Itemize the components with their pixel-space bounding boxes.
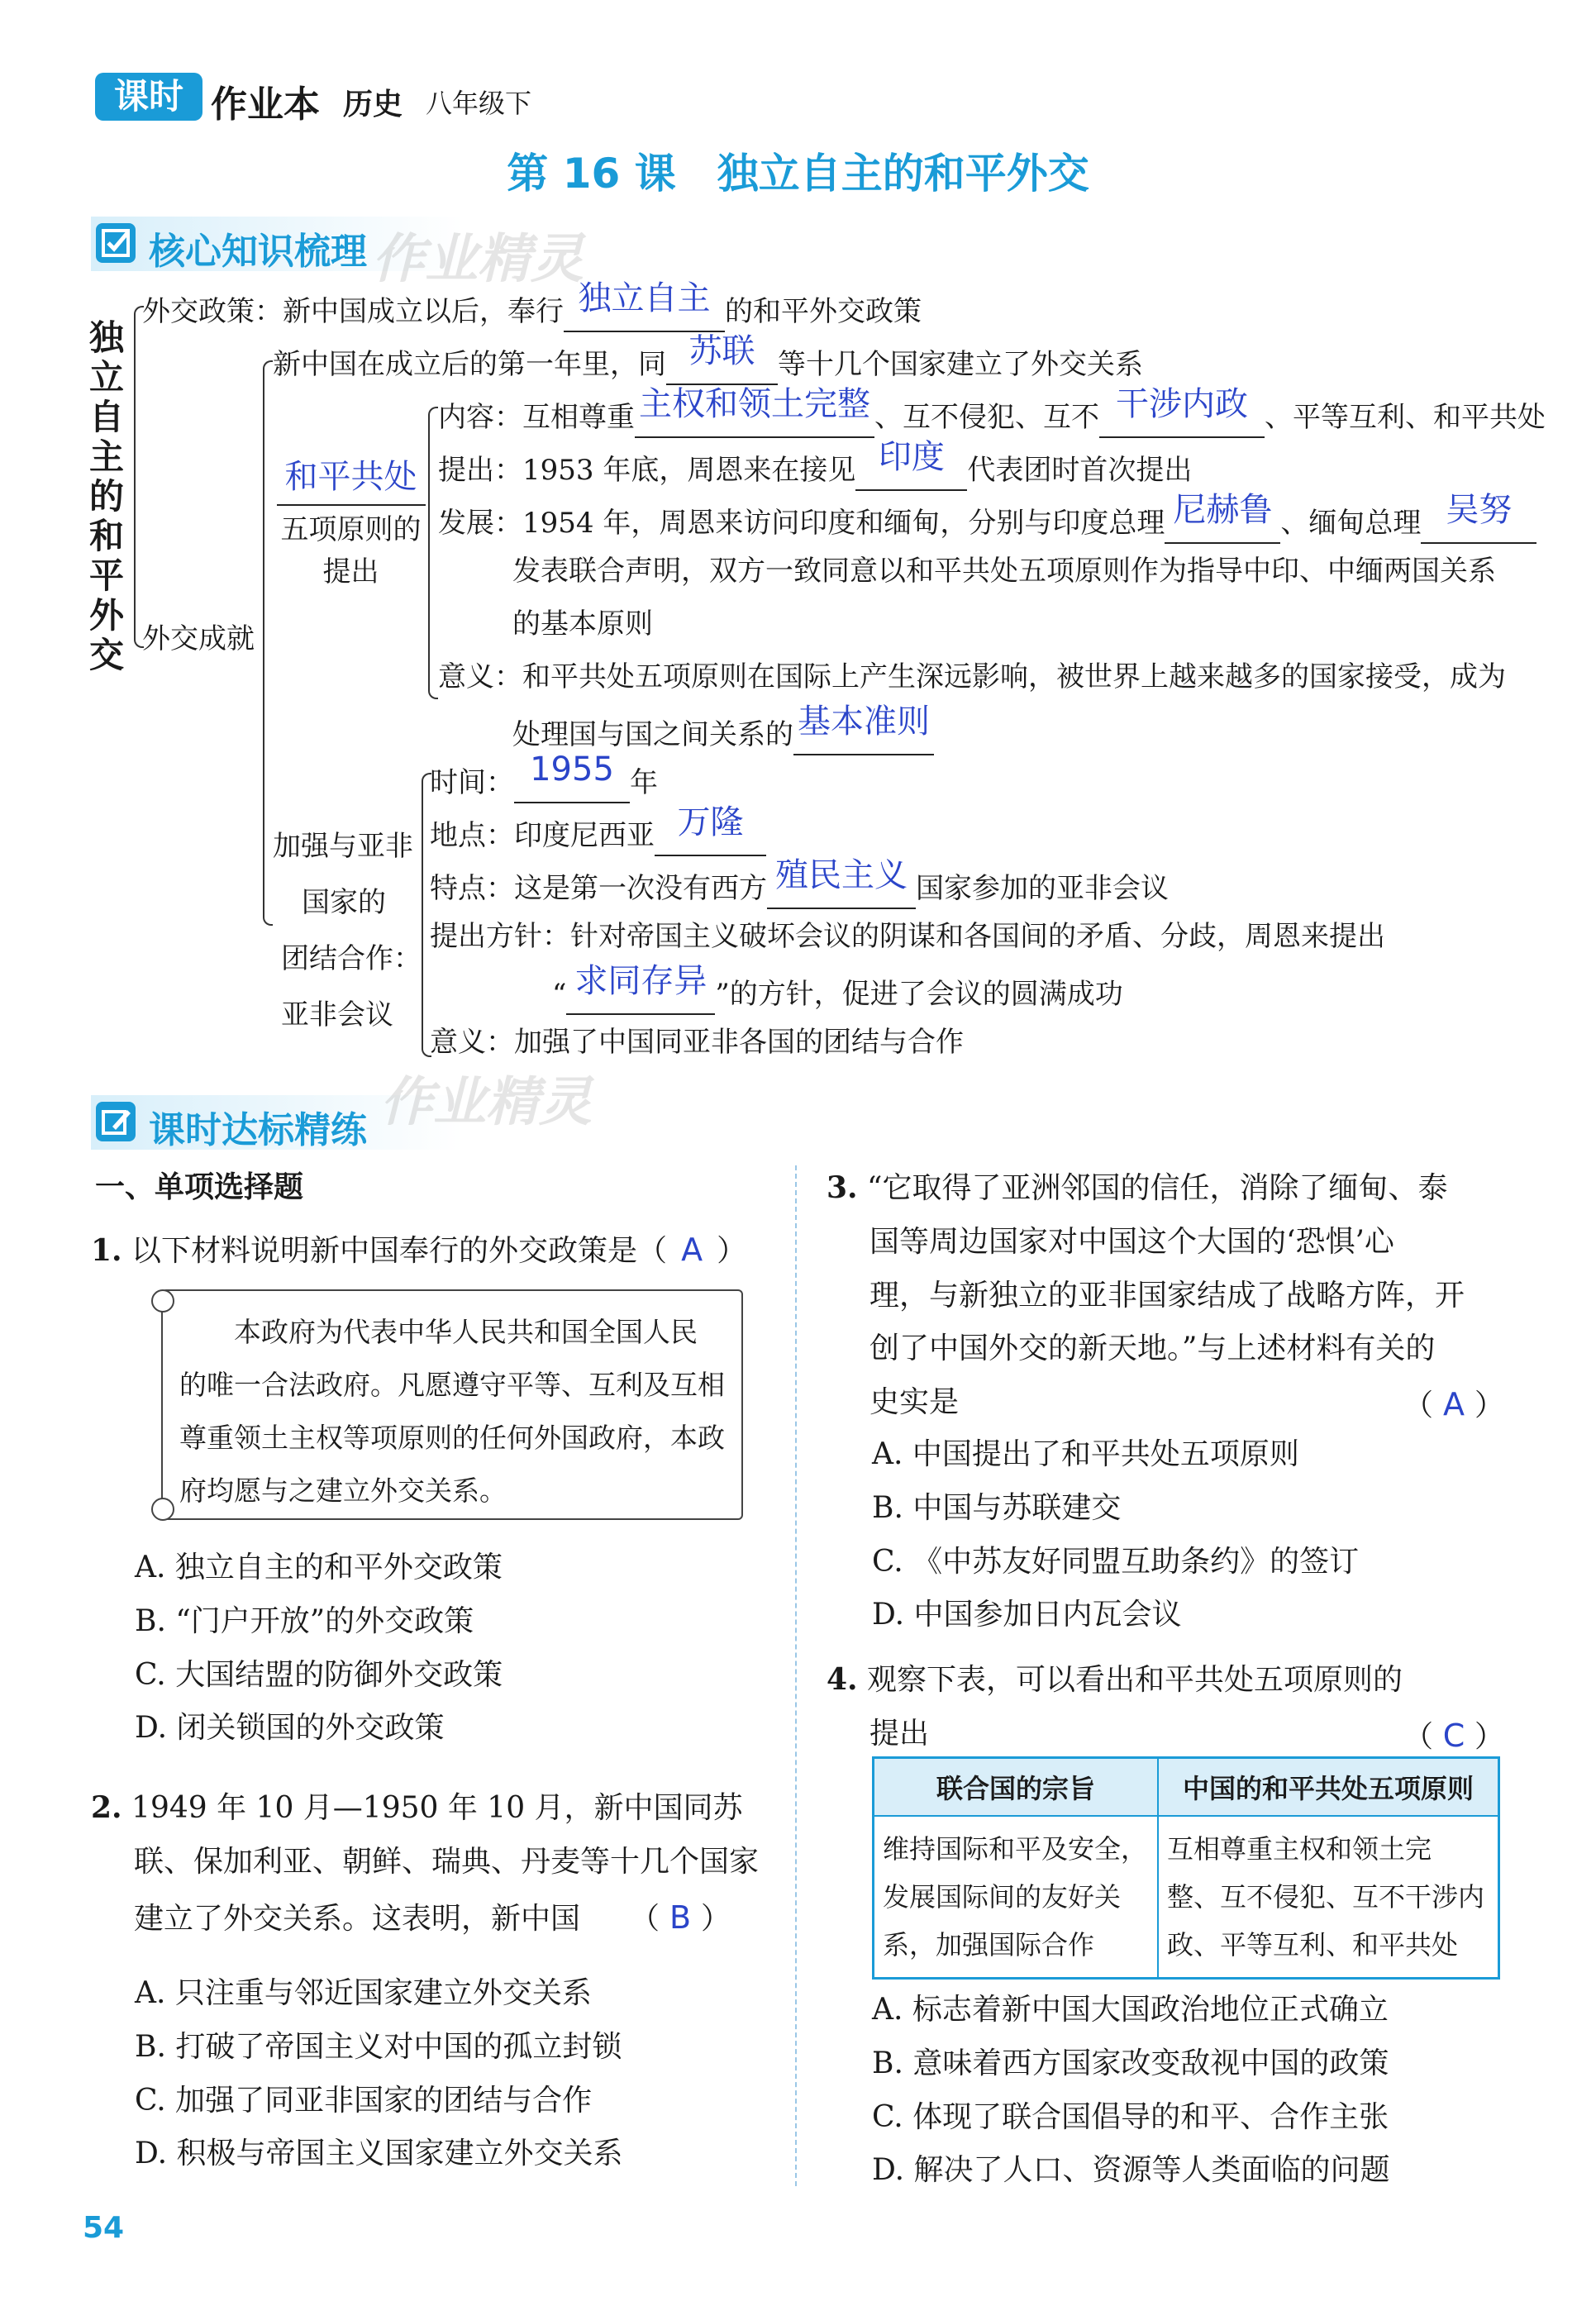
q4-options [872,1984,1389,2198]
development-line: 发展：1954 年，周恩来访问印度和缅甸，分别与印度总理 尼赫鲁 、缅甸总理 吴努 [438,501,1536,544]
development-line-2: 发表联合声明，双方一致同意以和平共处五项原则作为指导中印、中缅两国关系 [512,555,1496,588]
significance-line: 意义：和平共处五项原则在国际上产生深远影响，被世界上越来越多的国家接受，成为 [438,660,1506,693]
option[interactable]: D. 中国参加日内瓦会议 [872,1598,1182,1632]
development-line-3: 的基本原则 [512,607,653,641]
table-header: 中国的和平共处五项原则 [1158,1758,1499,1817]
answer-time: 1955 [530,750,614,789]
option[interactable]: B. 意味着西方国家改变敌视中国的政策 [872,2046,1389,2080]
question-2: 2. 1949 年 10 月—1950 年 10 月，新中国同苏 联、保加利亚、朝鲜、瑞典、丹麦等十几个国家 建立了外交关系。这表明，新中国 （ B ） [91,1781,777,1946]
option[interactable]: D. 解决了人口、资源等人类面临的问题 [872,2153,1390,2188]
brand-name: 作业本 [211,83,320,126]
policy-line: 外交政策：新中国成立以后，奉行 独立自主 的和平外交政策 [142,289,922,332]
option[interactable]: D. 积极与帝国主义国家建立外交关系 [135,2137,623,2171]
mindmap [0,0,1596,1091]
feature-line: 特点：这是第一次没有西方 殖民主义 国家参加的亚非会议 [430,866,1169,909]
option[interactable]: B. 打破了帝国主义对中国的孤立封锁 [135,2029,622,2064]
option[interactable]: A. 标志着新中国大国政治地位正式确立 [872,1993,1389,2027]
answer-guideline: 求同存异 [574,962,707,1000]
mindmap-root: 独立自主的和平外交 [89,317,125,675]
guideline-line: 提出方针：针对帝国主义破坏会议的阴谋和各国间的矛盾、分歧，周恩来提出 [430,920,1385,953]
q2-answer: B [669,1899,692,1936]
grade: 八年级下 [426,88,532,119]
option[interactable]: A. 只注重与邻近国家建立外交关系 [135,1976,592,2010]
q1-options [135,1541,503,1756]
question-1: 1. 以下材料说明新中国奉行的外交政策是（ A ） [91,1222,777,1279]
table-cell: 维持国际和平及安全， 发展国际间的友好关 系，加强国际合作 [874,1816,1159,1979]
brace-achievements [263,360,273,926]
q1-scroll: 本政府为代表中华人民共和国全国人民 的唯一合法政府。凡愿遵守平等、互利及互相 尊重领土主权等项原则的任何外国政府，本政 府均愿与之建立外交关系。 [161,1289,743,1520]
q4-answer: C [1442,1717,1465,1754]
pencil-icon [96,1102,136,1141]
answer-policy: 独立自主 [578,279,711,317]
answer-place: 万隆 [677,803,744,841]
answer-significance: 基本准则 [798,703,930,741]
page-number: 54 [83,2211,125,2245]
q3-answer: A [1442,1386,1465,1423]
option[interactable]: A. 独立自主的和平外交政策 [135,1551,503,1584]
section2-title: 课时达标精练 [149,1109,367,1151]
answer-propose: 印度 [878,438,945,476]
propose-line: 提出：1953 年底，周恩来在接见 印度 代表团时首次提出 [438,448,1192,491]
answer-feature: 殖民主义 [775,856,908,894]
option[interactable]: D. 闭关锁国的外交政策 [135,1711,445,1746]
answer-content-2: 干涉内政 [1116,385,1248,423]
content-line: 内容：互相尊重 主权和领土完整 、互不侵犯、互不 干涉内政 、平等互利、和平共处 [438,395,1546,438]
brace-root [134,306,144,648]
option[interactable]: C. 大国结盟的防御外交政策 [135,1657,503,1692]
option[interactable]: B. 中国与苏联建交 [872,1490,1122,1525]
watermark: 作业精灵 [372,229,584,290]
table-header: 联合国的宗旨 [874,1758,1159,1817]
answer-first-year: 苏联 [688,332,755,370]
page-title: 第 16 课 独立自主的和平外交 [507,150,1089,198]
watermark-2: 作业精灵 [380,1072,592,1133]
answer-five-principles: 和平共处 [284,458,417,496]
time-line: 时间： 1955 年 [430,760,658,803]
q4-table [872,1756,1500,1980]
achievements-label: 外交成就 [142,622,255,655]
option[interactable]: B. “门户开放”的外交政策 [135,1603,474,1638]
q2-options [135,1967,622,2181]
subject: 历史 [343,88,403,121]
meaning-line: 意义：加强了中国同亚非各国的团结与合作 [430,1026,964,1059]
significance-line-2: 处理国与国之间关系的 基本准则 [512,712,934,755]
option[interactable]: C. 《中苏友好同盟互助条约》的签订 [872,1544,1360,1579]
option[interactable]: C. 加强了同亚非国家的团结与合作 [135,2083,593,2118]
guideline-line-2: “ 求同存异 ”的方针，促进了会议的圆满成功 [552,972,1123,1015]
place-line: 地点：印度尼西亚 万隆 [430,813,766,856]
answer-dev-2: 吴努 [1446,491,1513,529]
option[interactable]: C. 体现了联合国倡导的和平、合作主张 [872,2099,1389,2134]
option[interactable]: A. 中国提出了和平共处五项原则 [872,1437,1299,1471]
answer-dev-1: 尼赫鲁 [1173,491,1273,529]
q3-options [872,1428,1359,1642]
table-cell: 互相尊重主权和领土完 整、互不侵犯、互不干涉内 政、平等互利、和平共处 [1158,1816,1499,1979]
part-heading: 一、单项选择题 [95,1170,304,1204]
brace-five-principles [428,407,438,699]
question-4: 4. 观察下表，可以看出和平共处五项原则的 提出 （ C ） [827,1653,1513,1761]
brand-logo: 课时 [95,73,202,121]
column-divider [795,1165,797,2186]
question-3: 3. “它取得了亚洲邻国的信任，消除了缅甸、泰 国等周边国家对中国这个大国的‘恐惧’心 理，与新独立的亚非国家结成了战略方阵，开 创了中国外交的新天地。”与上述材料有关的 史实是 （ A ） [827,1161,1513,1430]
q1-answer: A [681,1232,703,1268]
answer-content-1: 主权和领土完整 [639,385,870,423]
bandung-label: 加强与亚非 国家的 团结合作： 亚非会议 [273,830,422,1032]
first-year-line: 新中国在成立后的第一年里，同 苏联 等十几个国家建立了外交关系 [273,342,1143,385]
section-title: 核心知识梳理 [149,231,367,273]
five-principles-label: 和平共处 五项原则的 提出 [274,463,427,589]
